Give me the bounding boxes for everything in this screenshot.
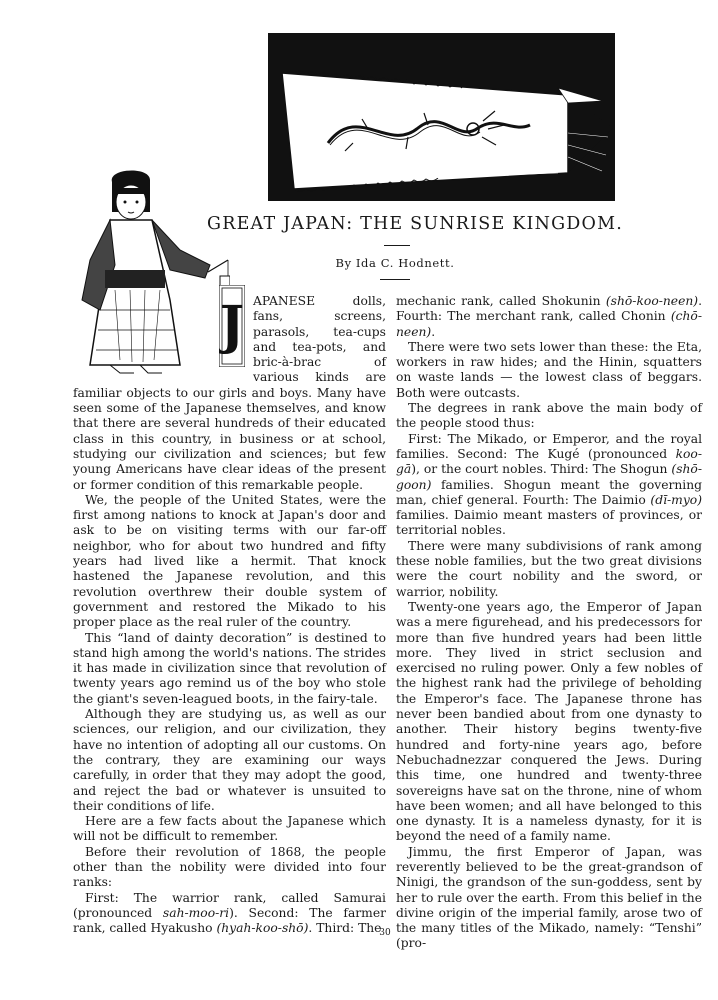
article-title: GREAT JAPAN: THE SUNRISE KINGDOM. — [207, 214, 623, 234]
title-divider — [384, 245, 410, 246]
paragraph: Twenty-one years ago, the Emperor of Japan was a mere figurehead, and his predecessors for more than five hundred years had been little more. They lived in strict seclusion and exercised no ruling power. Only a few nobles of the highest rank had the privilege of beholding the Emperor's face. The Japanese throne has never been bandied about from one dynasty to another. Their history begins twenty-five hundred and forty-nine years ago, before Nebuchadnezzar conquered the Jews. During this time, one hundred and twenty-three sovereigns have sat on the throne, nine of whom have been women; and all have belonged to this one dynasty. It is a nameless dynasty, for it is beyond the need of a family name. — [396, 599, 702, 844]
right-column — [396, 294, 702, 952]
paragraph: The degrees in rank above the main body of the people stood thus: — [396, 401, 702, 431]
paragraph: Here are a few facts about the Japanese which will not be difficult to remember. — [73, 814, 386, 844]
left-column — [73, 294, 386, 936]
article-byline: By Ida C. Hodnett. — [335, 256, 455, 270]
paragraph: mechanic rank, called Shokunin (shō-koo-neen). Fourth: The merchant rank, called Chonin (chō-neen). — [396, 294, 702, 339]
page-number: 30 — [379, 928, 391, 938]
dragon-banner-illustration — [268, 33, 615, 201]
paragraph: There were two sets lower than these: the Eta, workers in raw hides; and the Hinin, squatters on waste lands — the lowest class of beggars. Both were outcasts. — [396, 339, 702, 400]
byline-divider — [380, 279, 410, 280]
paragraph: Although they are studying us, as well as our sciences, our religion, and our civilization, they have no intention of adopting all our customs. On the contrary, they are examining our ways carefully, in order that they may adopt the good, and reject the bad or whatever is unsuited to their conditions of life. — [73, 707, 386, 813]
dropcap-wrap-area — [73, 294, 253, 384]
svg-text:J: J — [219, 295, 245, 356]
paragraph: There were many subdivisions of rank among these noble families, but the two great divisions were the court nobility and the sword, or warrior, nobility. — [396, 538, 702, 599]
paragraph: This “land of dainty decoration” is destined to stand high among the world's nations. The strides it has made in civilization since that revolution of twenty years ago remind us of the boy who stole the giant's seven-leagued boots, in the fairy-tale. — [73, 630, 386, 706]
paragraph: First: The Mikado, or Emperor, and the royal families. Second: The Kugé (pronounced koo-gā), or the court nobles. Third: The Shogun (shō-goon) families. Shogun meant the governing man, chief general. Fourth: The Daimio (dī-myo) families. Daimio meant masters of provinces, or territorial nobles. — [396, 431, 702, 538]
paragraph: Before their revolution of 1868, the people other than the nobility were divided into four ranks: — [73, 844, 386, 890]
paragraph: APANESE dolls, fans, screens, parasols, tea-cups and tea-pots, and bric-à-brac of various kinds are familiar objects to our girls and boys. Many have seen some of the Japanese themselves, and know that there are several hundreds of their educated class in this country, in business or at school, studying our civilization and sciences; but few young Americans have clear ideas of the present or former condition of this remarkable people. — [73, 294, 386, 492]
paragraph: First: The warrior rank, called Samurai (pronounced sah-moo-ri). Second: The farmer rank, called Hyakusho (hyah-koo-shō). Third: The — [73, 890, 386, 936]
paragraph: We, the people of the United States, were the first among nations to knock at Japan's door and ask to be on visiting terms with our far-off neighbor, who for about two hundred and fifty years had lived like a hermit. That knock hastened the Japanese revolution, and this revolution overthrew their double system of government and restored the Mikado to his proper place as the real ruler of the country. — [73, 492, 386, 630]
paragraph: Jimmu, the first Emperor of Japan, was reverently believed to be the great-grandson of Ninigi, the grandson of the sun-goddess, sent by her to rule over the earth. From this belief in the divine origin of the imperial family, arose two of the many titles of the Mikado, namely: “Tenshi” (pro- — [396, 844, 702, 951]
